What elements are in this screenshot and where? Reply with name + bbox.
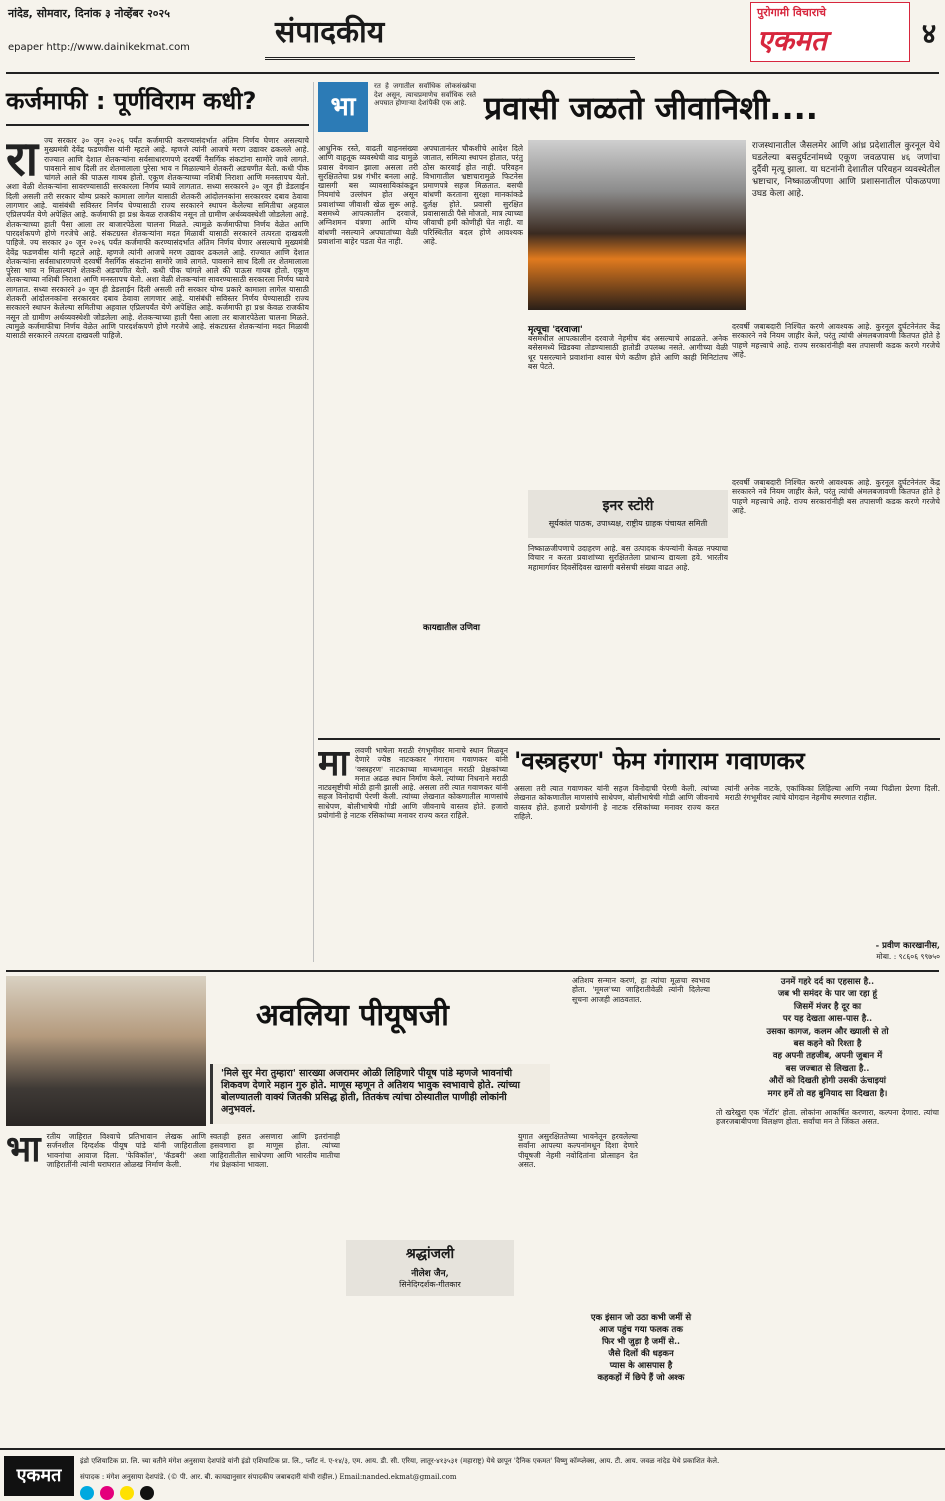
tribute-article xyxy=(6,976,939,1444)
feature-photo-caption: राजस्थानातील जैसलमेर आणि आंध्र प्रदेशातील कुरनूल येथे घडलेल्या बसदुर्घटनांमध्ये एकूण जवळपास ४६ जणांचा दुर्दैवी मृत्यू झाला. या घटनांनी देशातील परिवहन व्यवस्थेतील भ्रष्टाचार, निष्काळजीपणा आणि प्रशासनातील पोकळपणा उघड केला आहे. xyxy=(752,141,940,199)
shraddhanjali-role: सिनेदिग्दर्शक-गीतकार xyxy=(399,1280,461,1289)
brand-logo xyxy=(750,2,910,62)
ink-magenta-mark xyxy=(100,1486,114,1500)
header-divider xyxy=(6,72,939,74)
masthead xyxy=(0,0,945,72)
profile-divider xyxy=(318,738,940,740)
dropcap: रा xyxy=(6,136,39,187)
ink-yellow-mark xyxy=(120,1486,134,1500)
editorial-article xyxy=(6,82,309,962)
tribute-body-col3: युगात असुरक्षिततेच्या भावनेतून हरवलेल्या सर्वांना आपल्या कल्पनांमधून दिशा देणारे पीयूषजी नेहमी नवोदितांना प्रोत्साहन देत असत. xyxy=(518,1132,638,1169)
profile-dropcap: मा xyxy=(318,746,349,784)
profile-article xyxy=(318,744,940,968)
column-rule xyxy=(313,82,314,962)
feature-article xyxy=(318,82,940,732)
editorial-headline: कर्जमाफी : पूर्णविराम कधी? xyxy=(6,82,309,126)
shraddhanjali-author: नीलेश जैन, xyxy=(411,1269,449,1279)
tribute-body-col2: स्वतःही हसत असणारा आणि इतरांनाही हसवणारा हा माणूस होता. त्यांच्या जाहिरातीतील साधेपणा आणि भारतीय मातीचा गंध प्रेक्षकांना भावला. xyxy=(210,1132,340,1169)
tribute-body-col5: तो खरेखुरा एक 'मेंटॉर' होता. लोकांना आकर्षित करणारा, कल्पना देणारा. त्यांचा हजरजबाबीपणा विलक्षण होता. सर्वांचा मन ते जिंकत असत. xyxy=(716,1108,939,1127)
profile-text-1b: असला तरी त्यात गवाणकर यांनी सहज विनोदाची पेरणी केली. त्यांच्या लेखनात कोकणातील माणसांचे साधेपण, बोलीभाषेची गोडी आणि जीवनाचे वास्तव होते. हजारो प्रयोगांनी हे नाटक रसिकांच्या मनावर राज्य करत राहिले. xyxy=(318,783,508,821)
ink-black-mark xyxy=(140,1486,154,1500)
tribute-headline: अवलिया पीयूषजी xyxy=(256,998,449,1033)
inner-story-author: सूर्यकांत पाठक, उपाध्यक्ष, राष्ट्रीय ग्राहक पंचायत समिती xyxy=(548,519,708,528)
inner-story-title: इनर स्टोरी xyxy=(602,498,654,514)
section-title: संपादकीय xyxy=(265,6,635,60)
editorial-text-2: ज्य सरकार ३० जून २०२६ पर्यंत कर्जमाफी करण्यासंदर्भात अंतिम निर्णय घेणार असल्याचे मुख्यमंत्री देवेंद्र फडणवीस यांनी म्हटले आहे. म्हणजे त्यांनी आजचे मरण उद्यावर ढकलले आहे. राज्यात आणि देशात शेतकऱ्यांना सर्वसाधारणपणे दरवर्षी नैसर्गिक संकटांना सामोरे जावे लागते. पावसाने साथ दिली तर शेतमालाला पुरेसा भाव न मिळाल्याने शेतकरी अडचणीत येतो. कधी पीक चांगले आले की पाऊस गायब होतो. एकूण शेतकऱ्याच्या नशिबी निराशा आणि मनस्तापच येतो. अशा वेळी शेतकऱ्यांना सावरण्यासाठी सरकारला निर्णय घ्यावे लागतात. सध्या सरकारने ३० जून ही डेडलाईन दिली असली तरी सरकार योग्य प्रकारे कामाला लागेल यासाठी शेतकरी आंदोलनकांना सरकारवर दबाव ठेवावा लागणार आहे. यासंबंधी सविस्तर निर्णय घेण्यासाठी राज्य सरकारने स्थापन केलेल्या समितीचा अहवाल एप्रिलपर्यंत येणे अपेक्षित आहे. कर्जमाफी हा प्रश्न केवळ राजकीय नसून तो ग्रामीण अर्थव्यवस्थेशी जोडलेला आहे. शेतकऱ्याच्या हाती पैसा आला तर बाजारपेठेला चालना मिळते. त्यामुळे कर्जमाफीचा निर्णय वेळेत आणि पारदर्शकपणे होणे गरजेचे आहे. संकटग्रस्त शेतकऱ्यांना मदत मिळावी यासाठी सरकारने तत्परता दाखवली पाहिजे. xyxy=(6,238,309,341)
profile-byline: - प्रवीण कारखानीस, xyxy=(875,941,940,951)
feature-body-col1: आधुनिक रस्ते, वाढती वाहनसंख्या आणि वाहतूक व्यवस्थेची वाढ यामुळे प्रवास वेगवान झाला असला तरी सुरक्षिततेचा प्रश्न गंभीर बनला आहे. खासगी बस व्यावसायिकांकडून नियमांचे उल्लंघन होत असून प्रवाशांच्या जीवाशी खेळ सुरू आहे. बसमध्ये आपत्कालीन दरवाजे, अग्निशमन यंत्रणा आणि योग्य बांधणी नसल्याने अपघातांच्या वेळी प्रवाशांना बाहेर पडता येत नाही. xyxy=(318,144,418,246)
piyush-pandey-photo xyxy=(6,976,206,1126)
profile-body-col3: त्यांनी अनेक नाटके, एकांकिका लिहिल्या आणि नव्या पिढीला प्रेरणा दिली. मराठी रंगभूमीवर त्यांचे योगदान नेहमीच स्मरणात राहील. xyxy=(725,784,940,803)
dateline: नांदेड, सोमवार, दिनांक ३ नोव्हेंबर २०२५ xyxy=(8,7,170,20)
epaper-link[interactable]: epaper http://www.dainikekmat.com xyxy=(8,42,190,53)
feature-body-col3: बसमधील आपत्कालीन दरवाजे नेहमीच बंद असल्याचे आढळते. अनेक बसेसमध्ये खिडक्या तोडण्यासाठी हातोडी उपलब्ध नसते. आगीच्या वेळी धूर पसरल्याने प्रवाशांना श्वास घेणे कठीण होते आणि काही मिनिटांतच बस पेटते. xyxy=(528,334,728,371)
feature-headline: प्रवासी जळतो जीवानिशी.... xyxy=(484,89,818,127)
subhead-law: कायद्यातील उणिवा xyxy=(423,623,480,633)
footer-imprint: इंडो एशियाटिक प्रा. लि. च्या वतीने मंगेश अनुसाया देशपांडे यांनी इंडो एशियाटिक प्रा. लि., प्लॉट नं. ए-१४/३, एम. आय. डी. सी. एरिया, लातूर-४१३५३१ (महाराष्ट्र) येथे छापून 'दैनिक एकमत' विष्णु कॉम्प्लेक्स, आय. टी. आय. जवळ नांदेड येथे प्रकाशित केले. xyxy=(80,1457,720,1465)
tribute-poem-top: उनमें गहरे दर्द का एहसास है.. जब भी समंदर के पार जा रहा हूं जिसमें मंजर है दूर का पर यह देखता आस-पास है.. उसका कागज, कलम और ख्याली से तो बस कहने को रिश्ता है वह अपनी तहजीब, अपनी जुबान में बस जज्बात से लिखता है.. औरों को दिखती होगी उसकी ऊंचाइयां मगर हमें तो वह बुनियाद सा दिखता है। xyxy=(766,977,889,1099)
page-number: ४ xyxy=(921,17,937,50)
ink-marks xyxy=(80,1486,154,1500)
profile-body-col1 xyxy=(318,746,508,966)
feature-body-col5: निष्काळजीपणाचे उदाहरण आहे. बस उत्पादक कंपन्यांनी केवळ नफ्याचा विचार न करता प्रवाशांच्या सुरक्षिततेला प्राधान्य द्यायला हवे. भारतीय महामार्गावर दिवसेंदिवस खासगी बसेसची संख्या वाढत आहे. xyxy=(528,544,728,572)
profile-body-col2: असला तरी त्यात गवाणकर यांनी सहज विनोदाची पेरणी केली. त्यांच्या लेखनात कोकणातील माणसांचे साधेपण, बोलीभाषेची गोडी आणि जीवनाचे वास्तव होते. हजारो प्रयोगांनी हे नाटक रसिकांच्या मनावर राज्य करत राहिले. xyxy=(514,784,719,821)
brand-name: एकमत xyxy=(757,24,827,57)
imprint-footer xyxy=(0,1448,945,1501)
footer-logo: एकमत xyxy=(4,1456,74,1496)
tribute-body-col1 xyxy=(6,1132,206,1442)
footer-editor-line: संपादक : मंगेश अनुसाया देशपांडे. (© पी. आर. बी. कायद्यानुसार संपादकीय जबाबदारी यांची राहील.) Email:nanded.ekmat@gmail.com xyxy=(80,1473,457,1481)
tribute-divider xyxy=(6,970,939,972)
tribute-quote: 'मिले सुर मेरा तुम्हारा' सारख्या अजरामर ओळी लिहिणारे पीयूष पांडे म्हणजे भावनांची शिकवण देणारे महान गुरु होते. माणूस म्हणून ते अतिशय भावुक स्वभावाचे होते. त्यांच्या बोलण्यातली वाक्यं जितकी प्रसिद्ध होती, तितकंच त्यांचा ठोस्यातील पाणीही लोकांनी अनुभवलं. xyxy=(210,1064,550,1124)
editorial-body xyxy=(6,136,309,956)
shraddhanjali-box xyxy=(346,1240,514,1296)
inner-story-box xyxy=(528,490,728,538)
editorial-text: ज्य सरकार ३० जून २०२६ पर्यंत कर्जमाफी करण्यासंदर्भात अंतिम निर्णय घेणार असल्याचे मुख्यमंत्री देवेंद्र फडणवीस यांनी म्हटले आहे. म्हणजे त्यांनी आजचे मरण उद्यावर ढकलले आहे. राज्यात आणि देशात शेतकऱ्यांना सर्वसाधारणपणे दरवर्षी नैसर्गिक संकटांना सामोरे जावे लागते. पावसाने साथ दिली तर शेतमालाला पुरेसा भाव न मिळाल्याने शेतकरी अडचणीत येतो. कधी पीक चांगले आले की पाऊस गायब होतो. एकूण शेतकऱ्याच्या नशिबी निराशा आणि मनस्तापच येतो. अशा वेळी शेतकऱ्यांना सावरण्यासाठी सरकारला निर्णय घ्यावे लागतात. सध्या सरकारने ३० जून ही डेडलाईन दिली असली तरी सरकार योग्य प्रकारे कामाला लागेल यासाठी शेतकरी आंदोलनकांना सरकारवर दबाव ठेवावा लागणार आहे. यासंबंधी सविस्तर निर्णय घेण्यासाठी राज्य सरकारने स्थापन केलेल्या समितीचा अहवाल एप्रिलपर्यंत येणे अपेक्षित आहे. कर्जमाफी हा प्रश्न केवळ राजकीय नसून तो ग्रामीण अर्थव्यवस्थेशी जोडलेला आहे. शेतकऱ्याच्या हाती पैसा आला तर बाजारपेठेला चालना मिळते. त्यामुळे कर्जमाफीचा निर्णय वेळेत आणि पारदर्शकपणे होणे गरजेचे आहे. संकटग्रस्त शेतकऱ्यांना मदत मिळावी यासाठी सरकारने तत्परता दाखवली पाहिजे. xyxy=(6,136,309,248)
tribute-text-1: रतीय जाहिरात विश्वाचे प्रतिभावान लेखक आणि सर्जनशील दिग्दर्शक पीयूष पांडे यांनी जाहिरातीला भावनांचा आवाज दिला. 'फेविकॉल', 'कॅडबरी' अशा जाहिरातींनी त्यांनी घराघरात ओळख निर्माण केली. xyxy=(46,1132,206,1169)
tribute-poem-bottom: एक इंसान जो उठा कभी जमीं से आज पहुंच गया फलक तक फिर भी जुड़ा है जमीं से.. जैसे दिलों की धड़कन प्यास के आसपास है कहकहों में छिपे हैं जो अश्क xyxy=(590,1313,692,1383)
tribute-dropcap: भा xyxy=(6,1132,41,1170)
bus-fire-photo xyxy=(528,140,746,310)
ink-cyan-mark xyxy=(80,1486,94,1500)
profile-text-1: लवणी भाषेला मराठी रंगभूमीवर मानाचे स्थान मिळवून देणारे ज्येष्ठ नाटककार गंगाराम गवाणकर यांनी 'वस्त्रहरण' नाटकाच्या माध्यमातून मराठी प्रेक्षकांच्या मनात अढळ स्थान निर्माण केले. त्यांच्या निधनाने मराठी नाट्यसृष्टीची मोठी हानी झाली आहे. xyxy=(318,746,508,793)
feature-intro: रत हे जगातील सर्वाधिक लोकसंख्येचा देश असून, त्याचप्रमाणेच सर्वाधिक रस्ते अपघात होणाऱ्या देशांपैकी एक आहे. xyxy=(374,82,476,107)
feature-body-col2: अपघातानंतर चौकशीचे आदेश दिले जातात, समित्या स्थापन होतात, परंतु ठोस कारवाई होत नाही. परिवहन विभागातील भ्रष्टाचारामुळे फिटनेस प्रमाणपत्रे सहज मिळतात. बसची बांधणी करताना सुरक्षा मानकांकडे दुर्लक्ष होते. प्रवासी सुरक्षित प्रवासासाठी पैसे मोजतो, मात्र त्याच्या जीवाची हमी कोणीही घेत नाही. या परिस्थितीत बदल होणे आवश्यक आहे. xyxy=(423,144,523,246)
profile-headline: 'वस्त्रहरण' फेम गंगाराम गवाणकर xyxy=(514,747,805,775)
subhead-door: मृत्यूचा 'दरवाजा' xyxy=(528,325,583,335)
profile-byline-phone: मोबा. : ९८६०६ ९९७५० xyxy=(876,952,940,961)
feature-kicker: भा xyxy=(318,82,368,132)
tribute-body-col4: अतिशय सन्मान करणं, हा त्यांचा मूळचा स्वभाव होता. 'मूमल'च्या जाहिरातीवेळी त्यांनी दिलेल्या सूचना आजही आठवतात. xyxy=(572,976,710,1004)
feature-body-col4: दरवर्षी जबाबदारी निश्चित करणे आवश्यक आहे. कुरनूल दुर्घटनेनंतर केंद्र सरकारने नवे नियम जाहीर केले, परंतु त्यांची अंमलबजावणी कितपत होते हे पाहणे महत्त्वाचे आहे. राज्य सरकारांनीही बस तपासणी कडक करणे गरजेचे आहे. xyxy=(732,322,940,359)
shraddhanjali-title: श्रद्धांजली xyxy=(405,1246,455,1262)
feature-body-col6: दरवर्षी जबाबदारी निश्चित करणे आवश्यक आहे. कुरनूल दुर्घटनेनंतर केंद्र सरकारने नवे नियम जाहीर केले, परंतु त्यांची अंमलबजावणी कितपत होते हे पाहणे महत्त्वाचे आहे. राज्य सरकारांनीही बस तपासणी कडक करणे गरजेचे आहे. xyxy=(732,478,940,515)
brand-tagline: पुरोगामी विचाराचे xyxy=(757,6,827,19)
